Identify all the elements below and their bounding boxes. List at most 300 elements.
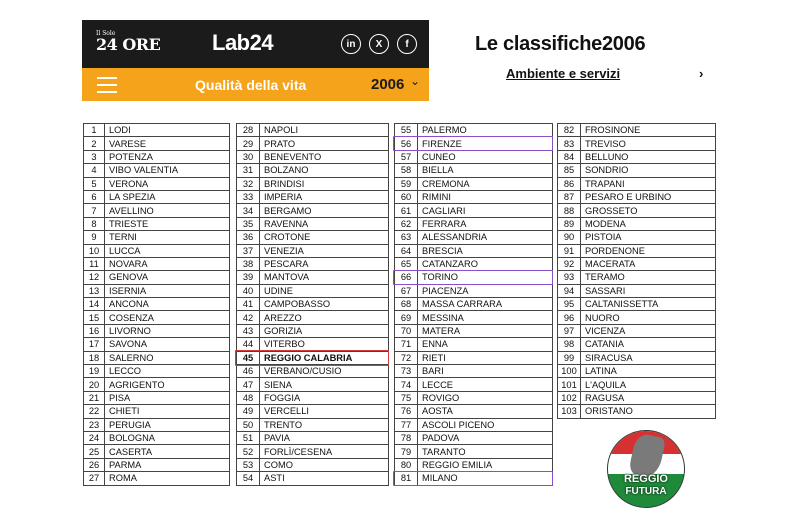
table-row [395,231,553,244]
rank-cell: 92 [558,257,581,270]
rank-cell: 57 [395,150,418,163]
city-cell: PORDENONE [581,244,716,257]
city-cell: MASSA CARRARA [418,298,553,311]
table-row [395,351,553,364]
table-row [84,257,230,270]
city-cell: VIBO VALENTIA [105,164,230,177]
rank-cell: 1 [84,124,105,137]
section-title: Qualità della vita [195,77,307,93]
rank-cell: 91 [558,244,581,257]
table-row [237,177,389,190]
table-row [558,391,716,404]
rank-cell: 48 [237,391,260,404]
table-row [84,324,230,337]
rank-cell: 19 [84,365,105,378]
city-cell: MATERA [418,324,553,337]
city-cell: MANTOVA [260,271,389,284]
city-cell: TRENTO [260,418,389,431]
table-row [237,391,389,404]
rank-cell: 9 [84,231,105,244]
city-cell: LODI [105,124,230,137]
city-cell: FROSINONE [581,124,716,137]
rank-cell: 86 [558,177,581,190]
rank-cell: 5 [84,177,105,190]
rank-cell: 47 [237,378,260,391]
table-row [558,365,716,378]
table-row [395,405,553,418]
city-cell: PADOVA [418,431,553,444]
table-row [84,271,230,284]
table-row [84,164,230,177]
city-cell: GORIZIA [260,324,389,337]
table-row [237,324,389,337]
rank-cell: 29 [237,137,260,150]
rank-cell: 20 [84,378,105,391]
city-cell: VENEZIA [260,244,389,257]
city-cell: MACERATA [581,257,716,270]
rank-cell: 27 [84,472,105,485]
table-row [84,231,230,244]
city-cell: COMO [260,458,389,471]
table-row [84,378,230,391]
rank-cell: 81 [395,472,418,485]
table-row [558,311,716,324]
ranking-column-2 [236,123,389,486]
table-row [84,217,230,230]
rank-cell: 96 [558,311,581,324]
table-row [395,311,553,324]
rank-cell: 7 [84,204,105,217]
city-cell: BRESCIA [418,244,553,257]
table-row [237,257,389,270]
city-cell: LA SPEZIA [105,190,230,203]
rank-cell: 36 [237,231,260,244]
rank-cell: 84 [558,150,581,163]
city-cell: ROVIGO [418,391,553,404]
city-cell: SAVONA [105,338,230,351]
table-row [558,164,716,177]
city-cell: ALESSANDRIA [418,231,553,244]
rank-cell: 24 [84,431,105,444]
table-row [84,418,230,431]
table-row [237,298,389,311]
city-cell: BOLZANO [260,164,389,177]
rank-cell: 6 [84,190,105,203]
rank-cell: 3 [84,150,105,163]
city-cell: ENNA [418,338,553,351]
rank-cell: 82 [558,124,581,137]
city-cell: LECCE [418,378,553,391]
rank-cell: 62 [395,217,418,230]
table-row [558,150,716,163]
city-cell: CASERTA [105,445,230,458]
city-cell: NUORO [581,311,716,324]
rank-cell: 22 [84,405,105,418]
rank-cell: 50 [237,418,260,431]
city-cell: PARMA [105,458,230,471]
city-cell: MESSINA [418,311,553,324]
city-cell: ASTI [260,472,389,485]
rank-cell: 2 [84,137,105,150]
table-row [395,190,553,203]
rank-cell: 23 [84,418,105,431]
rank-cell: 17 [84,338,105,351]
ranking-column-4 [557,123,716,419]
city-cell: TRIESTE [105,217,230,230]
city-cell: NOVARA [105,257,230,270]
rank-cell: 38 [237,257,260,270]
rank-cell: 16 [84,324,105,337]
rank-cell: 97 [558,324,581,337]
rank-cell: 8 [84,217,105,230]
city-cell: VARESE [105,137,230,150]
table-row [84,391,230,404]
city-cell: CHIETI [105,405,230,418]
city-cell: VERCELLI [260,405,389,418]
city-cell: AOSTA [418,405,553,418]
rank-cell: 77 [395,418,418,431]
table-row [84,298,230,311]
table-row [558,217,716,230]
city-cell: BARI [418,365,553,378]
table-row [395,338,553,351]
city-cell: ROMA [105,472,230,485]
rank-cell: 87 [558,190,581,203]
city-cell: AREZZO [260,311,389,324]
rank-cell: 63 [395,231,418,244]
rank-cell: 49 [237,405,260,418]
table-row [558,124,716,137]
ranking-table [83,123,230,486]
rank-cell: 95 [558,298,581,311]
rank-cell: 35 [237,217,260,230]
table-row [237,124,389,137]
table-row [395,458,553,471]
rank-cell: 45 [237,351,260,364]
table-row [84,137,230,150]
city-cell: NAPOLI [260,124,389,137]
table-row [558,351,716,364]
rank-cell: 65 [395,257,418,270]
table-row [558,204,716,217]
ranking-header [429,20,711,101]
table-row [558,190,716,203]
city-cell: GENOVA [105,271,230,284]
table-row [395,150,553,163]
table-row [237,418,389,431]
rank-cell: 12 [84,271,105,284]
rank-cell: 64 [395,244,418,257]
rank-cell: 41 [237,298,260,311]
table-row [558,177,716,190]
city-cell: PRATO [260,137,389,150]
rank-cell: 40 [237,284,260,297]
table-row [237,472,389,485]
chevron-right-icon[interactable]: › [699,66,704,81]
city-cell: SALERNO [105,351,230,364]
table-row [237,150,389,163]
rank-cell: 80 [395,458,418,471]
table-row [84,365,230,378]
table-row [237,311,389,324]
city-cell: PALERMO [418,124,553,137]
table-row [395,164,553,177]
city-cell: PISA [105,391,230,404]
rank-cell: 74 [395,378,418,391]
table-row [84,458,230,471]
rank-cell: 83 [558,137,581,150]
table-row [395,365,553,378]
table-row [395,324,553,337]
rank-cell: 18 [84,351,105,364]
rank-cell: 101 [558,378,581,391]
x-icon[interactable]: X [369,34,389,54]
city-cell: POTENZA [105,150,230,163]
rank-cell: 76 [395,405,418,418]
table-row [237,284,389,297]
city-cell: RIETI [418,351,553,364]
table-row [237,244,389,257]
rank-cell: 55 [395,124,418,137]
table-row [395,204,553,217]
city-cell: L'AQUILA [581,378,716,391]
hamburger-icon[interactable] [97,77,117,93]
year-selector[interactable]: 2006 [371,76,405,93]
sole24ore-logo[interactable] [96,30,161,54]
rank-cell: 43 [237,324,260,337]
city-cell: RAGUSA [581,391,716,404]
city-cell: COSENZA [105,311,230,324]
rank-cell: 100 [558,365,581,378]
table-row [84,338,230,351]
rank-cell: 93 [558,271,581,284]
rank-cell: 88 [558,204,581,217]
city-cell: TRAPANI [581,177,716,190]
table-row [84,204,230,217]
city-cell: FIRENZE [418,137,553,150]
ranking-column-3 [394,123,553,486]
city-cell: CROTONE [260,231,389,244]
table-row [558,378,716,391]
rank-cell: 71 [395,338,418,351]
table-row [395,124,553,137]
rank-cell: 94 [558,284,581,297]
rank-cell: 54 [237,472,260,485]
table-row [84,351,230,364]
rank-cell: 46 [237,365,260,378]
city-cell: RIMINI [418,190,553,203]
rank-cell: 51 [237,431,260,444]
table-row [558,137,716,150]
city-cell: FERRARA [418,217,553,230]
top-bar [82,20,429,68]
table-row [395,445,553,458]
city-cell: CALTANISSETTA [581,298,716,311]
city-cell: FORLÌ/CESENA [260,445,389,458]
table-row [237,204,389,217]
city-cell: AGRIGENTO [105,378,230,391]
chevron-down-icon[interactable]: ⌄ [410,74,421,88]
city-cell: BERGAMO [260,204,389,217]
rank-cell: 90 [558,231,581,244]
table-row [395,431,553,444]
table-row [237,217,389,230]
rank-cell: 10 [84,244,105,257]
rank-cell: 37 [237,244,260,257]
city-cell: PERUGIA [105,418,230,431]
table-row [237,378,389,391]
table-row [237,365,389,378]
rank-cell: 53 [237,458,260,471]
rank-cell: 34 [237,204,260,217]
section-bar [82,68,429,101]
city-cell: SIENA [260,378,389,391]
lab24-logo[interactable]: Lab24 [212,30,274,55]
ranking-column-1 [83,123,230,486]
table-row [237,445,389,458]
rank-cell: 4 [84,164,105,177]
city-cell: BRINDISI [260,177,389,190]
linkedin-icon[interactable]: in [341,34,361,54]
rank-cell: 44 [237,338,260,351]
city-cell: PISTOIA [581,231,716,244]
rank-cell: 42 [237,311,260,324]
city-cell: FOGGIA [260,391,389,404]
rank-cell: 103 [558,405,581,418]
city-cell: TORINO [418,271,553,284]
ranking-table [394,123,553,486]
highlight-box-purple [393,471,553,486]
rank-cell: 85 [558,164,581,177]
city-cell: TREVISO [581,137,716,150]
city-cell: REGGIO CALABRIA [260,351,389,364]
table-row [558,271,716,284]
page-title: Le classifiche2006 [475,33,646,55]
rank-cell: 30 [237,150,260,163]
city-cell: VITERBO [260,338,389,351]
rank-cell: 89 [558,217,581,230]
table-row [84,150,230,163]
city-cell: BENEVENTO [260,150,389,163]
rank-cell: 61 [395,204,418,217]
rank-cell: 39 [237,271,260,284]
rank-cell: 79 [395,445,418,458]
rank-cell: 59 [395,177,418,190]
city-cell: ISERNIA [105,284,230,297]
table-row [237,137,389,150]
rank-cell: 67 [395,284,418,297]
table-row [558,257,716,270]
rank-cell: 70 [395,324,418,337]
city-cell: VERBANO/CUSIO [260,365,389,378]
table-row [84,311,230,324]
rank-cell: 72 [395,351,418,364]
table-row [84,177,230,190]
rank-cell: 99 [558,351,581,364]
table-row [395,244,553,257]
city-cell: ANCONA [105,298,230,311]
rank-cell: 58 [395,164,418,177]
table-row [237,271,389,284]
city-cell: ORISTANO [581,405,716,418]
city-cell: MILANO [418,472,553,485]
table-row [395,391,553,404]
logo-line-1: REGGIO [623,473,668,485]
city-cell: LATINA [581,365,716,378]
rank-cell: 52 [237,445,260,458]
rank-cell: 32 [237,177,260,190]
city-cell: PESARO E URBINO [581,190,716,203]
highlight-box-purple [393,270,553,285]
rank-cell: 98 [558,338,581,351]
table-row [558,231,716,244]
city-cell: LUCCA [105,244,230,257]
rank-cell: 26 [84,458,105,471]
facebook-icon[interactable]: f [397,34,417,54]
city-cell: CAGLIARI [418,204,553,217]
city-cell: PESCARA [260,257,389,270]
table-row [395,177,553,190]
city-cell: CATANIA [581,338,716,351]
table-row [237,405,389,418]
table-row [84,405,230,418]
table-row [84,190,230,203]
rank-cell: 69 [395,311,418,324]
table-row [395,217,553,230]
city-cell: TARANTO [418,445,553,458]
table-row [395,418,553,431]
table-row [237,231,389,244]
table-row [395,378,553,391]
table-row [237,338,389,351]
rank-cell: 31 [237,164,260,177]
highlight-box-red [235,350,389,365]
city-cell: VERONA [105,177,230,190]
category-link[interactable]: Ambiente e servizi [506,66,621,81]
city-cell: SASSARI [581,284,716,297]
city-cell: LECCO [105,365,230,378]
city-cell: CAMPOBASSO [260,298,389,311]
table-row [237,431,389,444]
table-row [558,298,716,311]
city-cell: AVELLINO [105,204,230,217]
highlight-box-purple [393,136,553,151]
city-cell: BIELLA [418,164,553,177]
table-row [558,244,716,257]
table-row [558,338,716,351]
city-cell: GROSSETO [581,204,716,217]
rank-cell: 60 [395,190,418,203]
ranking-table [236,123,389,486]
table-row [84,124,230,137]
rank-cell: 25 [84,445,105,458]
city-cell: MODENA [581,217,716,230]
city-cell: CATANZARO [418,257,553,270]
table-row [558,324,716,337]
rank-cell: 68 [395,298,418,311]
table-row [84,472,230,485]
rank-cell: 75 [395,391,418,404]
rank-cell: 56 [395,137,418,150]
city-cell: VICENZA [581,324,716,337]
rank-cell: 21 [84,391,105,404]
table-row [395,257,553,270]
city-cell: TERNI [105,231,230,244]
city-cell: ASCOLI PICENO [418,418,553,431]
city-cell: IMPERIA [260,190,389,203]
brand-label: 24 ORE [96,35,161,54]
table-row [84,445,230,458]
